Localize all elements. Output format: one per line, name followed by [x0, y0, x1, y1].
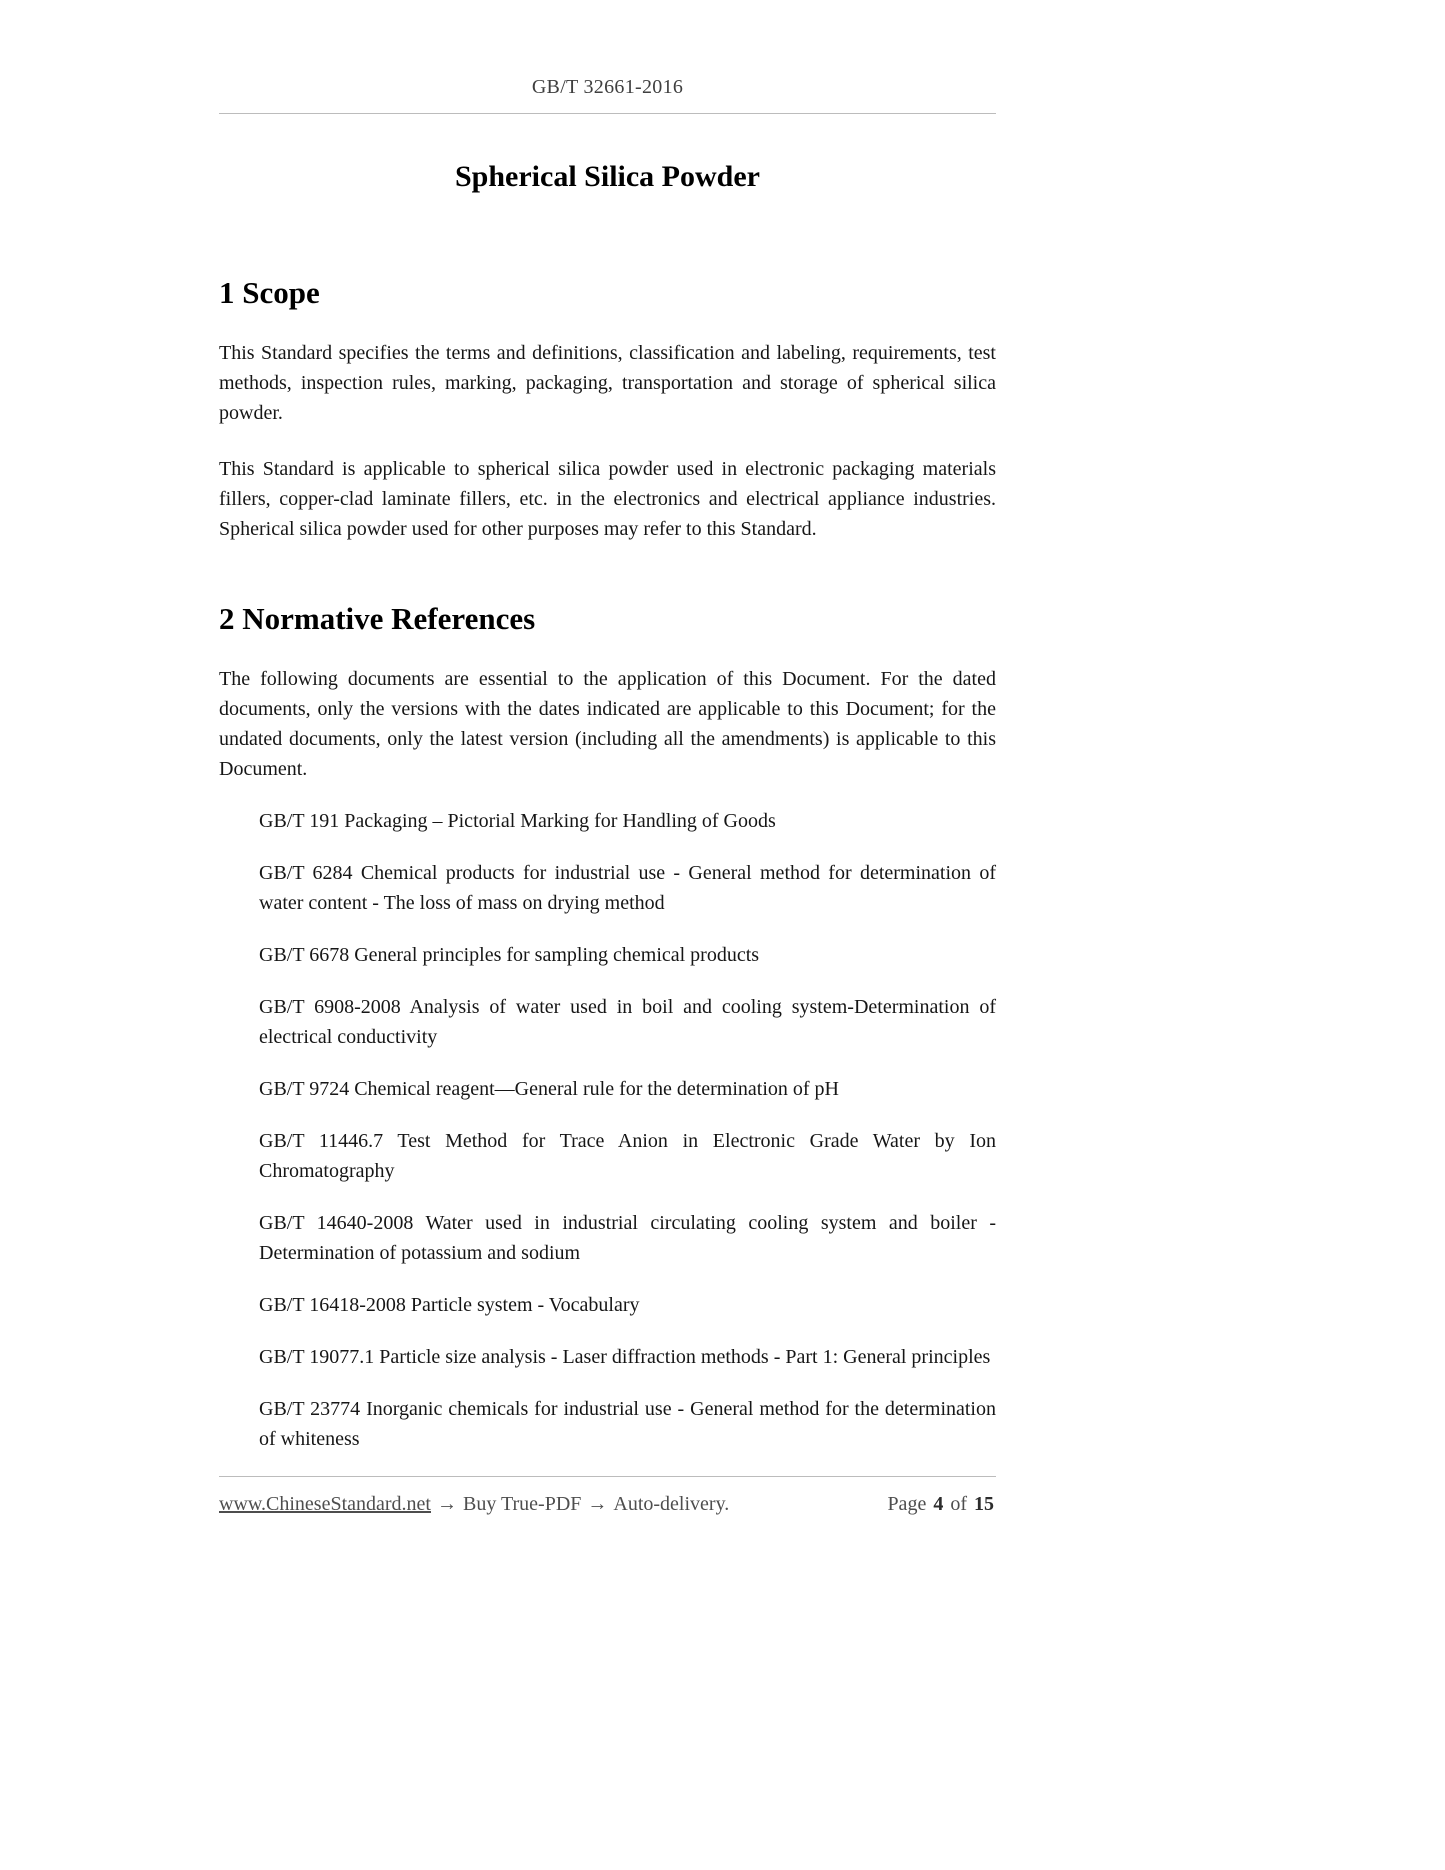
- section-heading-normative-references: 2 Normative References: [219, 601, 536, 636]
- header-divider: [219, 113, 996, 114]
- arrow-icon: →: [437, 1493, 457, 1515]
- of-label: of: [950, 1493, 967, 1515]
- reference-item: GB/T 14640-2008 Water used in industrial circulating cooling system and boiler - Determination of potassium and sodium: [259, 1212, 996, 1264]
- reference-item: GB/T 23774 Inorganic chemicals for industrial use - General method for the determination of whiteness: [259, 1398, 996, 1450]
- footer-website-link[interactable]: www.ChineseStandard.net: [219, 1493, 431, 1515]
- normative-references-intro-paragraph: The following documents are essential to the application of this Document. For the dated documents, only the versions with the dates indicated are applicable to this Document; for the undated documents, only the latest version (including all the amendments) is applicable to this Document.: [219, 668, 996, 780]
- page-number: 4: [933, 1493, 944, 1515]
- arrow-icon: →: [587, 1493, 608, 1515]
- footer-divider: [219, 1476, 996, 1477]
- scope-paragraph: This Standard is applicable to spherical silica powder used in electronic packaging materials fillers, copper-clad laminate fillers, etc. in the electronics and electrical appliance industries. Spherical silica powder used for other purposes may refer to this Standard.: [219, 458, 996, 540]
- page-indicator: [887, 1493, 996, 1516]
- scope-paragraph: This Standard specifies the terms and definitions, classification and labeling, requirements, test methods, inspection rules, marking, packaging, transportation and storage of spherical silica powder.: [219, 342, 996, 424]
- footer-delivery-label: Auto-delivery.: [613, 1493, 730, 1515]
- reference-item: GB/T 16418-2008 Particle system - Vocabulary: [259, 1294, 640, 1316]
- page-label: Page: [887, 1493, 927, 1515]
- reference-item: GB/T 6908-2008 Analysis of water used in boil and cooling system-Determination of electrical conductivity: [259, 996, 996, 1048]
- reference-item: GB/T 6678 General principles for sampling chemical products: [259, 944, 760, 966]
- reference-item: GB/T 6284 Chemical products for industrial use - General method for determination of water content - The loss of mass on drying method: [259, 862, 996, 914]
- reference-item: GB/T 191 Packaging – Pictorial Marking for Handling of Goods: [259, 810, 776, 832]
- reference-item: GB/T 11446.7 Test Method for Trace Anion in Electronic Grade Water by Ion Chromatography: [259, 1130, 996, 1182]
- page-content: [219, 0, 996, 1454]
- reference-item: GB/T 19077.1 Particle size analysis - Laser diffraction methods - Part 1: General principles: [259, 1346, 991, 1368]
- page-total: 15: [974, 1493, 994, 1515]
- footer-buy-label: Buy True-PDF: [463, 1493, 582, 1515]
- reference-item: GB/T 9724 Chemical reagent—General rule for the determination of pH: [259, 1078, 839, 1100]
- footer-source-line: [219, 1493, 729, 1516]
- header-standard-code: GB/T 32661-2016: [531, 76, 684, 98]
- section-heading-scope: 1 Scope: [219, 275, 320, 310]
- document-title: Spherical Silica Powder: [455, 160, 760, 193]
- page-footer: [219, 1462, 996, 1516]
